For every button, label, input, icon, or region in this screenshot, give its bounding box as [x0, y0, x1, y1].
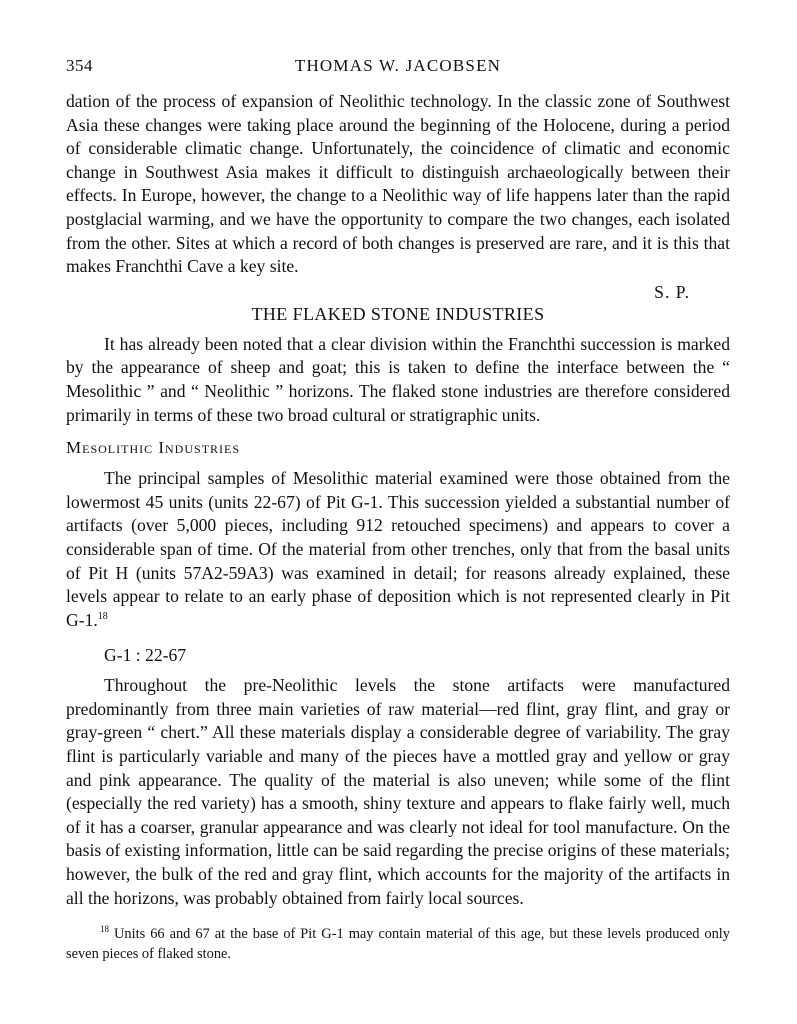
footnote-reference[interactable]: 18	[97, 610, 108, 622]
page	[66, 48, 730, 964]
footnote-number: 18	[100, 924, 109, 935]
running-head	[66, 48, 730, 74]
running-title: THOMAS W. JACOBSEN	[294, 56, 502, 75]
body-paragraph-4: Throughout the pre-Neolithic levels the stone artifacts were manufactured predominantly from three main varieties of raw material—red flint, gray flint, and gray or gray-green “ chert.” All these materials display a considerable degree of variability. The gray flint is particularly variable and many of the pieces have a mottled gray and yellow or gray and pink appearance. The quality of the material is also uneven; while some of the flint (especially the red variety) has a smooth, shiny texture and appears to flake fairly well, much of it has a coarser, granular appearance and was clearly not ideal for tool manufacture. On the basis of existing information, little can be said regarding the precise origins of these materials; however, the bulk of the red and gray flint, which accounts for the majority of the artifacts in all the horizons, was probably obtained from fairly local sources.	[66, 675, 730, 908]
subsubheading-g1: G-1 : 22-67	[104, 645, 187, 666]
footnote-text: Units 66 and 67 at the base of Pit G-1 may contain material of this age, but these levels produced only seven pieces of flaked stone.	[66, 926, 730, 963]
body-paragraph-3	[66, 467, 730, 632]
body-paragraph-1: dation of the process of expansion of Neolithic technology. In the classic zone of Southwest Asia these changes were taking place around the beginning of the Holocene, during a period of considerable climatic change. Unfortunately, the coincidence of climatic and economic change in Southwest Asia makes it difficult to distinguish archaeologically between their effects. In Europe, however, the change to a Neolithic way of life happens later than the rapid postglacial warming, and we have the opportunity to compare the two changes, each isolated from the other. Sites at which a record of both changes is preserved are rare, and it is this that makes Franchthi Cave a key site.	[66, 91, 730, 277]
footnote	[66, 924, 730, 964]
body-paragraph-2: It has already been noted that a clear division within the Franchthi succession is marked by the appearance of sheep and goat; this is taken to define the interface between the “ Mesolithic ” and “ Neolithic ” horizons. The flaked stone industries are therefore considered primarily in terms of these two broad cultural or stratigraphic units.	[66, 333, 730, 425]
paragraph-3-text: The principal samples of Mesolithic material examined were those obtained from the lowermost 45 units (units 22-67) of Pit G-1. This succession yielded a substantial number of artifacts (over 5,000 pieces, including 912 retouched specimens) and appears to cover a considerable span of time. Of the material from other trenches, only that from the basal units of Pit H (units 57A2-59A3) was examined in detail; for reasons already explained, these levels appear to relate to an early phase of deposition which is not represented clearly in Pit G-1.	[66, 468, 730, 630]
section-heading: THE FLAKED STONE INDUSTRIES	[251, 303, 545, 324]
page-number: 354	[66, 56, 93, 75]
subheading-mesolithic: Mesolithic Industries	[66, 438, 241, 458]
author-initials: S. P.	[654, 281, 690, 302]
